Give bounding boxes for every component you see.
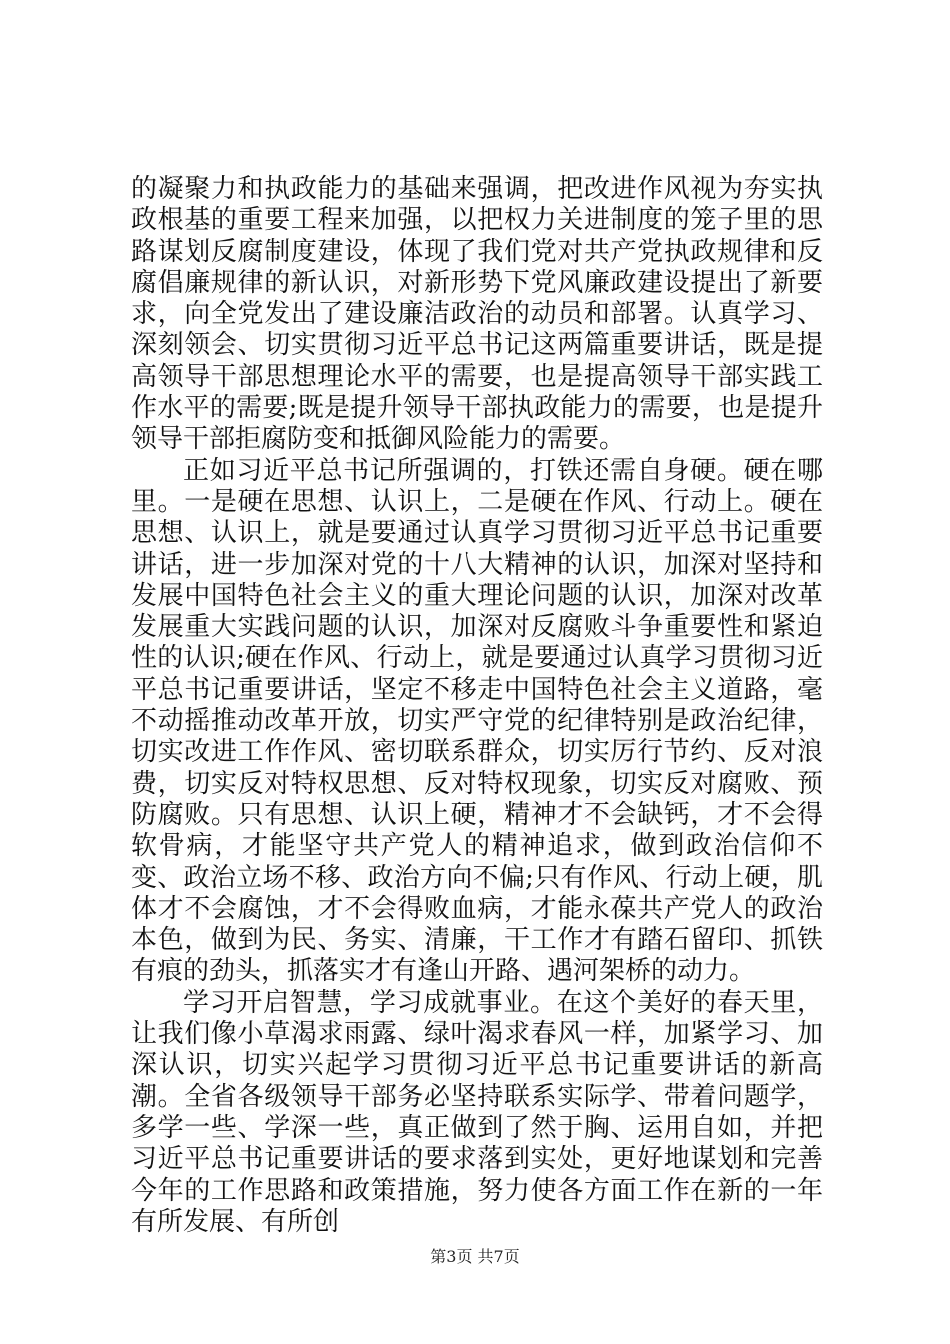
paragraph-1: 的凝聚力和执政能力的基础来强调，把改进作风视为夯实执政根基的重要工程来加强，以把权力关进制度的笼子里的思路谋划反腐制度建设，体现了我们党对共产党执政规律和反腐倡廉规律的新认识，对新形势下党风廉政建设提出了新要求，向全党发出了建设廉洁政治的动员和部署。认真学习、深刻领会、切实贯彻习近平总书记这两篇重要讲话，既是提高领导干部思想理论水平的需要，也是提高领导干部实践工作水平的需要;既是提升领导干部执政能力的需要，也是提升领导干部拒腐防变和抵御风险能力的需要。: [131, 174, 823, 455]
body-text: [131, 174, 823, 1238]
page-number-footer: 第3页 共7页: [430, 1247, 520, 1266]
paragraph-2: 正如习近平总书记所强调的，打铁还需自身硬。硬在哪里。一是硬在思想、认识上，二是硬在作风、行动上。硬在思想、认识上，就是要通过认真学习贯彻习近平总书记重要讲话，进一步加深对党的十八大精神的认识，加深对坚持和发展中国特色社会主义的重大理论问题的认识，加深对改革发展重大实践问题的认识，加深对反腐败斗争重要性和紧迫性的认识;硬在作风、行动上，就是要通过认真学习贯彻习近平总书记重要讲话，坚定不移走中国特色社会主义道路，毫不动摇推动改革开放，切实严守党的纪律特别是政治纪律，切实改进工作作风、密切联系群众，切实厉行节约、反对浪费，切实反对特权思想、反对特权现象，切实反对腐败、预防腐败。只有思想、认识上硬，精神才不会缺钙，才不会得软骨病，才能坚守共产党人的精神追求，做到政治信仰不变、政治立场不移、政治方向不偏;只有作风、行动上硬，肌体才不会腐蚀，才不会得败血病，才能永葆共产党人的政治本色，做到为民、务实、清廉，干工作才有踏石留印、抓铁有痕的劲头，抓落实才有逢山开路、遇河架桥的动力。: [131, 455, 823, 987]
paragraph-3: 学习开启智慧，学习成就事业。在这个美好的春天里，让我们像小草渴求雨露、绿叶渴求春风一样，加紧学习、加深认识，切实兴起学习贯彻习近平总书记重要讲话的新高潮。全省各级领导干部务必坚持联系实际学、带着问题学，多学一些、学深一些，真正做到了然于胸、运用自如，并把习近平总书记重要讲话的要求落到实处，更好地谋划和完善今年的工作思路和政策措施，努力使各方面工作在新的一年有所发展、有所创: [131, 987, 823, 1237]
